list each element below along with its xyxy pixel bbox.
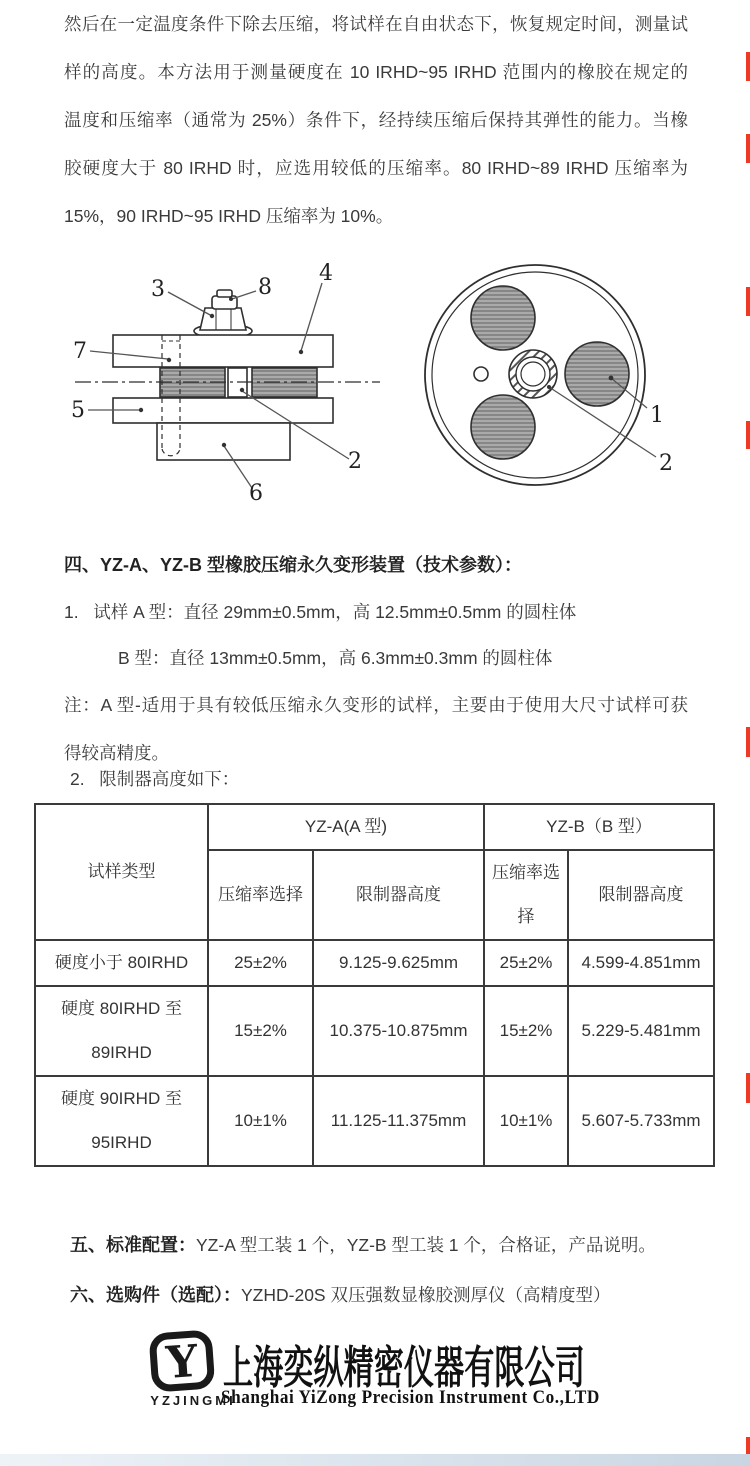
top-view <box>425 265 645 485</box>
table-cell: 10±1% <box>484 1076 568 1166</box>
edge-marker <box>746 421 750 449</box>
section5-label: 五、标准配置： <box>70 1235 196 1255</box>
table-cell: 15±2% <box>208 986 313 1076</box>
diagram-label-7: 7 <box>73 339 87 364</box>
table-cell: 25±2% <box>484 940 568 986</box>
table-row <box>35 986 714 1076</box>
bottom-bar <box>0 1454 750 1466</box>
table-cell: 10.375-10.875mm <box>313 986 484 1076</box>
col-header-limiter-a: 限制器高度 <box>313 850 484 940</box>
paragraph-line: 样的高度。本方法用于测量硬度在 10 IRHD~95 IRHD 范围内的橡胶在规定的 <box>64 62 688 82</box>
table-cell: 9.125-9.625mm <box>313 940 484 986</box>
edge-marker <box>746 52 750 81</box>
table-cell: 硬度小于 80IRHD <box>35 940 208 986</box>
table-cell: 5.607-5.733mm <box>568 1076 714 1166</box>
item2-number: 2. <box>70 769 85 789</box>
col-header-specimen-type: 试样类型 <box>35 804 208 940</box>
diagram-label-2: 2 <box>659 451 673 476</box>
top-view-label-numbers <box>650 403 673 476</box>
edge-marker <box>746 1073 750 1103</box>
edge-marker <box>746 134 750 163</box>
logo-wordmark: YZJINGMI <box>150 1393 236 1408</box>
section4-item1 <box>64 598 576 626</box>
diagram-label-3: 3 <box>151 277 165 302</box>
table-cell: 15±2% <box>484 986 568 1076</box>
section4-item1b: B 型：直径 13mm±0.5mm，高 6.3mm±0.3mm 的圆柱体 <box>118 648 553 668</box>
table-row <box>35 940 714 986</box>
section5-line <box>70 1231 656 1259</box>
item1-number: 1. <box>64 602 79 622</box>
edge-marker <box>746 727 750 757</box>
table-cell: 4.599-4.851mm <box>568 940 714 986</box>
table-cell: 5.229-5.481mm <box>568 986 714 1076</box>
technical-diagram <box>35 250 715 515</box>
note-line: 注：A 型-适用于具有较低压缩永久变形的试样，主要由于使用大尺寸试样可获 <box>64 695 688 715</box>
table-cell: 11.125-11.375mm <box>313 1076 484 1166</box>
diagram-label-4: 4 <box>319 261 333 286</box>
intro-paragraph <box>64 0 688 240</box>
diagram-label-6: 6 <box>249 481 263 506</box>
company-logo-icon <box>148 1330 216 1394</box>
edge-marker <box>746 287 750 316</box>
section6-line <box>70 1281 610 1309</box>
section4-item2 <box>70 765 239 793</box>
section5-text: YZ-A 型工装 1 个，YZ-B 型工装 1 个，合格证，产品说明。 <box>196 1235 656 1255</box>
company-name-cn: 上海奕纵精密仪器有限公司 <box>223 1342 585 1393</box>
diagram-label-2: 2 <box>348 449 362 474</box>
paragraph-line: 胶硬度大于 80 IRHD 时，应选用较低的压缩率。80 IRHD~89 IRHD 压缩率为 <box>64 158 688 178</box>
table-row <box>35 1076 714 1166</box>
logo-monogram: Y <box>164 1335 200 1390</box>
item2-text: 限制器高度如下： <box>99 769 240 789</box>
diagram-label-8: 8 <box>258 275 272 300</box>
item1-text: 试样 A 型：直径 29mm±0.5mm，高 12.5mm±0.5mm 的圆柱体 <box>93 602 577 622</box>
section4-heading: 四、YZ-A、YZ-B 型橡胶压缩永久变形装置（技术参数）： <box>64 555 522 575</box>
section4-note <box>64 681 688 777</box>
col-header-yzb: YZ-B（B 型） <box>484 804 714 850</box>
paragraph-line: 然后在一定温度条件下除去压缩，将试样在自由状态下，恢复规定时间，测量试 <box>64 14 688 34</box>
table-cell: 10±1% <box>208 1076 313 1166</box>
diagram-label-1: 1 <box>650 403 664 428</box>
section6-text: YZHD-20S 双压强数显橡胶测厚仪（高精度型） <box>241 1285 611 1305</box>
company-name-en: Shanghai YiZong Precision Instrument Co.,LTD <box>221 1388 600 1408</box>
paragraph-line: 15%，90 IRHD~95 IRHD 压缩率为 10%。 <box>64 206 394 226</box>
table-cell: 25±2% <box>208 940 313 986</box>
col-header-limiter-b: 限制器高度 <box>568 850 714 940</box>
table-cell: 硬度 90IRHD 至 95IRHD <box>35 1076 208 1166</box>
limiter-height-table <box>34 803 715 1167</box>
diagram-label-5: 5 <box>71 398 85 423</box>
table-cell: 硬度 80IRHD 至 89IRHD <box>35 986 208 1076</box>
col-header-yza: YZ-A(A 型) <box>208 804 484 850</box>
col-header-compression-a: 压缩率选择 <box>208 850 313 940</box>
note-line: 得较高精度。 <box>64 743 169 763</box>
col-header-compression-b: 压缩率选择 <box>484 850 568 940</box>
cross-section-view <box>75 290 380 460</box>
section6-label: 六、选购件（选配）： <box>70 1285 241 1305</box>
paragraph-line: 温度和压缩率（通常为 25%）条件下，经持续压缩后保持其弹性的能力。当橡 <box>64 110 688 130</box>
